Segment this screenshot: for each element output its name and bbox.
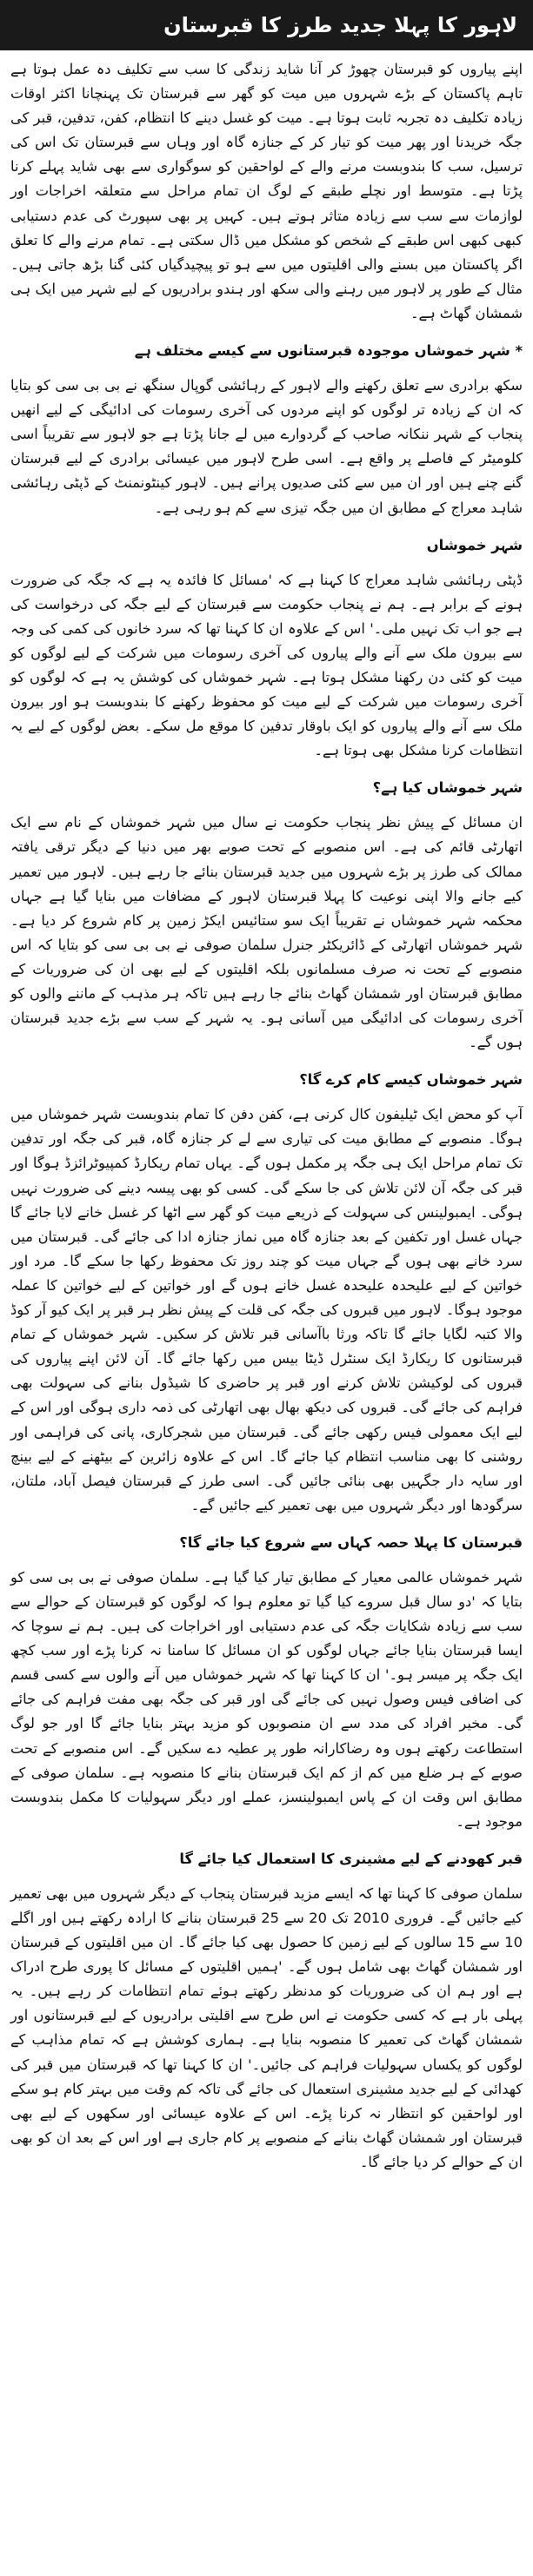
section-heading-shehr-khamoshan: شہر خموشاں [426, 536, 523, 553]
paragraph-authority: ان مسائل کے پیش نظر پنجاب حکومت نے سال میں شہر خموشاں کے نام سے ایک اتھارٹی قائم کی ہے۔ اس منصوبے کے تحت صوبے بھر میں دنیا کے دیگر ترقی یافتہ ممالک کی طرز پر بڑے شہروں میں جدید قبرستان بنائے جا رہے ہیں۔ لاہور میں تعمیر کیے جانے والا اپنی نوعیت کا پہلا قبرستان لاہور کے مضافات میں بنایا گیا ہے جہاں محکمہ شہر خموشاں نے تقریباً ایک سو ستائیس ایکڑ زمین پر کام شروع کر دیا ہے۔ شہر خموشاں اتھارٹی کے ڈائریکٹر جنرل سلمان صوفی نے بی بی سی کو بتایا کہ اس منصوبے کے تحت نہ صرف مسلمانوں بلکہ اقلیتوں کے لیے بھی ان کی ضروریات کے مطابق قبرستان اور شمشان گھاٹ بنائے جا رہے ہیں تاکہ ہر مذہب کے ماننے والوں کو آخری رسومات کی ادائیگی میں آسانی ہو۔ یہ شہر کے سب سے بڑے جدید قبرستان ہوں گے۔ [10, 814, 523, 1051]
paragraph-global-standard: شہر خموشاں عالمی معیار کے مطابق تیار کیا گیا ہے۔ سلمان صوفی نے بی بی سی کو بتایا کہ 'دو سال قبل سروے کیا گیا تو معلوم ہوا کہ لوگوں کو قبرستان کے حوالے سے سب سے زیادہ شکایات جگہ کی عدم دستیابی اور اخراجات کی ہیں۔ ہم نے سوچا کہ ایسا قبرستان بنایا جائے جہاں لوگوں کو ان مسائل کا سامنا نہ کرنا پڑے اور سب کچھ ایک جگہ پر میسر ہو۔' ان کا کہنا تھا کہ شہر خموشاں میں آنے والوں سے کسی قسم کی اضافی فیس وصول نہیں کی جائے گی اور قبر کی جگہ بھی مفت فراہم کی جائے گی۔ مخیر افراد کی مدد سے ان منصوبوں کو مزید بہتر بنایا جائے گا اور جو لوگ استطاعت رکھتے ہوں وہ رضاکارانہ طور پر عطیہ دے سکیں گے۔ اس منصوبے کے تحت صوبے کے ہر ضلع میں کم از کم ایک قبرستان بنانے کا منصوبہ ہے۔ سلمان صوفی کے مطابق اس وقت ان کے پاس ایمبولینسز، عملے اور دیگر سہولیات کا مکمل بندوبست موجود ہے۔ [10, 1568, 523, 1830]
article-title: لاہور کا پہلا جدید طرز کا قبرستان [163, 13, 517, 37]
article-header [0, 0, 533, 50]
paragraph-future-plans: سلمان صوفی کا کہنا تھا کہ ایسے مزید قبرستان پنجاب کے دیگر شہروں میں بھی تعمیر کیے جائیں گے۔ فروری 2010 تک 20 سے 25 قبرستان بنانے کا ارادہ رکھتے ہیں اور اگلے 10 سے 15 سالوں کے لیے زمین کا حصول بھی کیا جائے گا۔ ان میں اقلیتوں کے قبرستان اور شمشان گھاٹ بھی شامل ہوں گے۔ 'ہمیں اقلیتوں کے مسائل کا پوری طرح ادراک ہے اور ہم ان کی ضروریات کو مدنظر رکھتے ہوئے تمام انتظامات کر رہے ہیں۔ یہ پہلی بار ہے کہ کسی حکومت نے اس طرح سے اقلیتی برادریوں کے لیے قبرستانوں اور شمشان گھاٹ کی تعمیر کا منصوبہ بنایا ہے۔ ہماری کوشش ہے کہ تمام مذاہب کے لوگوں کو یکساں سہولیات فراہم کی جائیں۔' ان کا کہنا تھا کہ قبرستان میں قبر کی کھدائی کے لیے جدید مشینری استعمال کی جائے گی تاکہ کم وقت میں بہتر کام ہو سکے اور لواحقین کو انتظار نہ کرنا پڑے۔ اس کے علاوہ عیسائی اور سکھوں کے لیے بھی قبرستان اور شمشان گھاٹ بنانے کے منصوبے پر کام جاری ہے اور اس کے بعد ان کو بھی ان کے حوالے کر دیا جائے گا۔ [10, 1884, 523, 2170]
paragraph-cold-storage: ڈپٹی رہائشی شاہد معراج کا کہنا ہے کہ 'مسائل کا فائدہ یہ ہے کہ جگہ کی ضرورت ہونے کے برابر ہے۔ ہم نے پنجاب حکومت سے قبرستان کے لیے جگہ کی درخواست کی ہے جو اب تک نہیں ملی۔' اس کے علاوہ ان کا کہنا تھا کہ سرد خانوں کی کمی کی وجہ سے بیرون ملک سے آنے والے پیاروں کی آخری رسومات میں شرکت کے لیے لوگوں کو میت کو کئی دن رکھنا مشکل ہوتا ہے۔ شہر خموشاں کی کوشش یہ ہے کہ لوگوں کو آخری رسومات میں شرکت کے لیے میت کو محفوظ رکھنے کا بندوبست ہو اور بیرون ملک سے آنے والے پیاروں کو ایک باوقار تدفین کا موقع مل سکے۔ بعض لوگوں کے لیے یہ انتظامات کرنا مشکل بھی ہوتا ہے۔ [10, 571, 523, 759]
paragraph-intro: اپنے پیاروں کو قبرستان چھوڑ کر آنا شاید زندگی کا سب سے تکلیف دہ عمل ہوتا ہے تاہم پاکستان کے بڑے شہروں میں میت کو گھر سے قبرستان تک پہنچانا اکثر اوقات زیادہ تکلیف دہ تجربہ ثابت ہوتا ہے۔ میت کو غسل دینے کا انتظام، کفن، تدفین، قبر کی جگہ خریدنا اور پھر میت کو تیار کر کے جنازہ گاہ اور وہاں سے قبرستان تک اس کی ترسیل، سب کا بندوبست مرنے والے کے لواحقین کو سوگواری سے بھی شاید پہلے کرنا پڑتا ہے۔ متوسط اور نچلے طبقے کے لوگ ان تمام مراحل سے متعلقہ اخراجات اور لوازمات سے سب سے زیادہ متاثر ہوتے ہیں۔ کہیں پر بھی سپورٹ کی عدم دستیابی کبھی کبھی اس طبقے کے شخص کو مشکل میں ڈال سکتی ہے۔ تمام مرنے والے کا تعلق اگر پاکستان میں بسنے والی اقلیتوں میں سے ہو تو پیچیدگیاں کئی گنا بڑھ جاتی ہیں۔ مثال کے طور پر لاہور میں رہنے والی سکھ اور ہندو برادریوں کے لیے شہر میں ایک ہی شمشان گھاٹ ہے۔ [10, 61, 523, 321]
article-body [10, 57, 523, 2188]
section-heading-how-it-works: شہر خموشاں کیسے کام کرے گا؟ [299, 1071, 523, 1089]
section-heading-what-is: شہر خموشاں کیا ہے؟ [372, 779, 523, 797]
section-heading-difference: * شہر خموشاں موجودہ قبرستانوں سے کیسے مختلف ہے [134, 342, 523, 360]
section-heading-machinery: قبر کھودنے کے لیے مشینری کا استعمال کیا جائے گا [179, 1850, 523, 1867]
paragraph-sikh-community: سکھ برادری سے تعلق رکھنے والے لاہور کے رہائشی گوپال سنگھ نے بی بی سی کو بتایا کہ ان کے زیادہ تر لوگوں کو اپنے مردوں کی آخری رسومات کی ادائیگی کے لیے انھیں پنجاب کے شہر ننکانہ صاحب کے گردوارے میں لے جانا پڑتا ہے جو لاہور سے تقریباً اسی کلومیٹر کے فاصلے پر واقع ہے۔ اسی طرح لاہور میں عیسائی برادری کے لیے قبرستان گنے چنے ہیں اور ان میں سے کئی صدیوں پرانے ہیں۔ لاہور کینٹونمنٹ کے ڈپٹی رہائشی شاہد معراج کے مطابق ان میں جگہ تیزی سے کم ہو رہی ہے۔ [10, 377, 523, 516]
paragraph-how-it-works: آپ کو محض ایک ٹیلیفون کال کرنی ہے، کفن دفن کا تمام بندوبست شہر خموشاں میں ہوگا۔ منصوبے کے مطابق میت کی تیاری سے لے کر جنازہ گاہ، قبر کی جگہ اور تدفین تک تمام مراحل ایک ہی جگہ پر مکمل ہوں گے۔ یہاں تمام ریکارڈ کمپیوٹرائزڈ ہوگا اور قبر کی جگہ آن لائن تلاش کی جا سکے گی۔ کسی کو بھی پیسہ دینے کی ضرورت نہیں ہوگی۔ ایمبولینس کی سہولت کے ذریعے میت کو گھر سے اٹھا کر غسل خانے لایا جائے گا جہاں غسل اور تکفین کے بعد جنازہ گاہ میں نماز جنازہ ادا کی جائے گی۔ قبرستان میں سرد خانے بھی ہوں گے جہاں میت کو چند روز تک محفوظ رکھا جا سکے گا۔ مرد اور خواتین کے لیے علیحدہ علیحدہ غسل خانے ہوں گے اور خواتین کے لیے خواتین کا عملہ موجود ہوگا۔ لاہور میں قبروں کی جگہ کی قلت کے پیش نظر ہر قبر پر ایک کیو آر کوڈ والا کتبہ لگایا جائے گا تاکہ ورثا باآسانی قبر تلاش کر سکیں۔ شہر خموشاں کے تمام قبرستانوں کا ریکارڈ ایک سنٹرل ڈیٹا بیس میں رکھا جائے گا۔ آن لائن اپنے پیاروں کی قبروں کی لوکیشن تلاش کرنے اور قبر پر حاضری کا شیڈول بنانے کی سہولت بھی فراہم کی جائے گی۔ قبروں کی دیکھ بھال بھی اتھارٹی کی ذمہ داری ہوگی اور اس کے لیے ایک معمولی فیس رکھی جائے گی۔ قبرستان میں شجرکاری، پانی کی فراہمی اور روشنی کا بھی مناسب انتظام کیا جائے گا۔ اس کے علاوہ زائرین کے بیٹھنے کے لیے بینچ اور سایہ دار جگہیں بھی بنائی جائیں گی۔ اسی طرز کے قبرستان فیصل آباد، ملتان، سرگودھا اور دیگر شہروں میں بھی تعمیر کیے جائیں گے۔ [10, 1106, 523, 1513]
section-heading-first-phase: قبرستان کا پہلا حصہ کہاں سے شروع کیا جائے گا؟ [179, 1533, 523, 1551]
